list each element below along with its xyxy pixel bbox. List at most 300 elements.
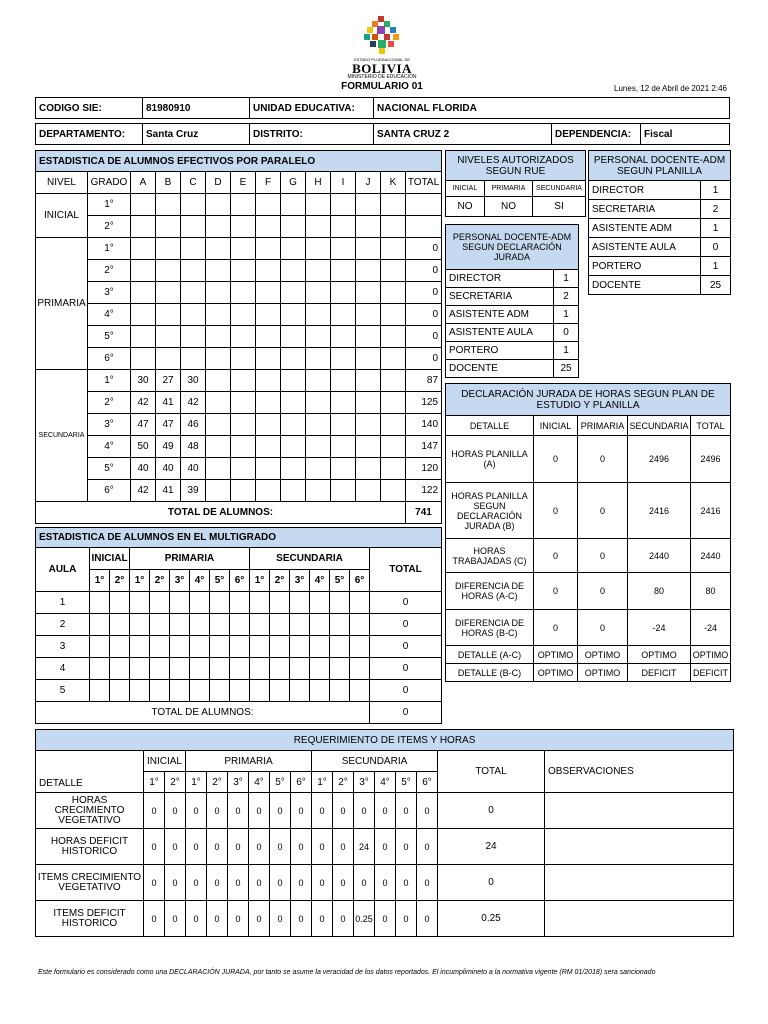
horas-label: DIFERENCIA DE HORAS (B-C): [446, 610, 534, 646]
paralelo-cell-empty: [381, 348, 406, 370]
paralelo-col-header: G: [281, 172, 306, 194]
planilla-value: 1: [701, 257, 731, 276]
declaracion-value: 2: [554, 288, 579, 306]
paralelo-cell-empty: [381, 260, 406, 282]
requerimiento-title: REQUERIMIENTO DE ITEMS Y HORAS: [36, 730, 734, 751]
multigrado-cell-empty: [210, 658, 230, 680]
paralelo-cell-empty: [331, 304, 356, 326]
paralelo-cell-empty: [331, 326, 356, 348]
paralelo-cell-empty: [206, 480, 231, 502]
multigrado-cell-empty: [330, 680, 350, 702]
paralelo-cell-empty: [356, 194, 381, 216]
multigrado-cell-empty: [350, 592, 370, 614]
paralelo-cell-empty: [356, 238, 381, 260]
requerimiento-value: 0: [312, 901, 333, 937]
requerimiento-group-inicial: INICIAL: [144, 751, 186, 772]
horas-row: [446, 573, 731, 610]
requerimiento-value: 0: [249, 901, 270, 937]
multigrado-row-total: 0: [370, 614, 442, 636]
paralelo-cell-c: 48: [181, 436, 206, 458]
requerimiento-value: 0: [228, 829, 249, 865]
paralelo-cell-empty: [306, 458, 331, 480]
declaracion-value: 1: [554, 306, 579, 324]
requerimiento-observacion: [545, 793, 734, 829]
paralelo-cell-a: 40: [131, 458, 156, 480]
paralelo-cell-empty: [306, 326, 331, 348]
paralelo-table: [35, 150, 442, 524]
paralelo-row: [36, 414, 442, 436]
planilla-label: PORTERO: [589, 257, 701, 276]
multigrado-cell-empty: [130, 614, 150, 636]
paralelo-level-secundaria: SECUNDARIA: [36, 370, 88, 502]
paralelo-cell-empty: [306, 282, 331, 304]
paralelo-cell-empty: [231, 216, 256, 238]
declaracion-value: 1: [554, 270, 579, 288]
planilla-label: DIRECTOR: [589, 181, 701, 200]
paralelo-grado: 4°: [88, 304, 131, 326]
paralelo-row: [36, 194, 442, 216]
planilla-table: [588, 150, 731, 295]
paralelo-col-header: C: [181, 172, 206, 194]
paralelo-cell-empty: [281, 392, 306, 414]
multigrado-grade-header: 6°: [350, 570, 370, 592]
multigrado-cell-empty: [250, 636, 270, 658]
requerimiento-value: 0: [144, 865, 165, 901]
requerimiento-value: 0: [144, 793, 165, 829]
planilla-label: ASISTENTE AULA: [589, 238, 701, 257]
declaracion-row: [446, 270, 579, 288]
paralelo-cell-b: 40: [156, 458, 181, 480]
paralelo-cell-empty: [331, 392, 356, 414]
horas-value: 2440: [628, 539, 691, 573]
horas-col-header: DETALLE: [446, 416, 534, 436]
paralelo-cell-empty: [381, 238, 406, 260]
paralelo-cell-empty: [231, 326, 256, 348]
planilla-label: DOCENTE: [589, 276, 701, 295]
paralelo-col-header: TOTAL: [406, 172, 442, 194]
horas-value: 80: [691, 573, 731, 610]
multigrado-cell-empty: [290, 614, 310, 636]
paralelo-cell-empty: [356, 304, 381, 326]
paralelo-col-header: E: [231, 172, 256, 194]
requerimiento-grade-header: 2°: [333, 772, 354, 793]
horas-row: [446, 483, 731, 539]
paralelo-cell-c: [181, 282, 206, 304]
info-row-2: [35, 123, 730, 145]
multigrado-cell-empty: [310, 680, 330, 702]
paralelo-cell-empty: [356, 216, 381, 238]
multigrado-cell-empty: [290, 592, 310, 614]
multigrado-cell-empty: [110, 592, 130, 614]
multigrado-cell-empty: [150, 680, 170, 702]
paralelo-cell-empty: [206, 326, 231, 348]
paralelo-col-header: B: [156, 172, 181, 194]
paralelo-cell-a: [131, 260, 156, 282]
paralelo-cell-empty: [381, 370, 406, 392]
paralelo-cell-empty: [331, 238, 356, 260]
paralelo-cell-b: [156, 260, 181, 282]
requerimiento-row-total: 0.25: [438, 901, 545, 937]
horas-label: DIFERENCIA DE HORAS (A-C): [446, 573, 534, 610]
paralelo-cell-empty: [206, 370, 231, 392]
horas-value: 0: [578, 436, 628, 483]
horas-value: 2416: [691, 483, 731, 539]
requerimiento-value: 0: [291, 901, 312, 937]
horas-value: 0: [534, 610, 578, 646]
paralelo-cell-empty: [331, 348, 356, 370]
paralelo-cell-empty: [231, 304, 256, 326]
paralelo-col-header: H: [306, 172, 331, 194]
niveles-val-inicial: NO: [446, 197, 485, 217]
declaracion-row: [446, 306, 579, 324]
requerimiento-value: 0: [291, 829, 312, 865]
paralelo-cell-empty: [206, 194, 231, 216]
paralelo-cell-empty: [381, 436, 406, 458]
paralelo-cell-empty: [231, 348, 256, 370]
multigrado-cell-empty: [210, 680, 230, 702]
multigrado-grade-header: 1°: [90, 570, 110, 592]
multigrado-aula: 5: [36, 680, 90, 702]
paralelo-cell-empty: [331, 480, 356, 502]
paralelo-cell-empty: [231, 458, 256, 480]
requerimiento-value: 0: [333, 865, 354, 901]
requerimiento-value: 0: [270, 865, 291, 901]
multigrado-cell-empty: [90, 636, 110, 658]
requerimiento-grade-header: 4°: [249, 772, 270, 793]
horas-title: DECLARACIÓN JURADA DE HORAS SEGUN PLAN DE ESTUDIO Y PLANILLA: [446, 384, 731, 416]
declaracion-label: PORTERO: [446, 342, 554, 360]
requerimiento-value: 0: [417, 865, 438, 901]
paralelo-cell-empty: [306, 194, 331, 216]
paralelo-cell-empty: [231, 414, 256, 436]
multigrado-cell-empty: [110, 658, 130, 680]
report-date: Lunes, 12 de Abril de 2021 2:46: [614, 84, 727, 93]
declaracion-table: [445, 224, 579, 378]
multigrado-group-secundaria: SECUNDARIA: [250, 548, 370, 570]
multigrado-cell-empty: [90, 680, 110, 702]
multigrado-cell-empty: [270, 614, 290, 636]
paralelo-cell-empty: [231, 480, 256, 502]
requerimiento-value: 0: [228, 901, 249, 937]
requerimiento-group-primaria: PRIMARIA: [186, 751, 312, 772]
paralelo-col-header: F: [256, 172, 281, 194]
paralelo-cell-empty: [206, 238, 231, 260]
paralelo-cell-empty: [281, 348, 306, 370]
multigrado-cell-empty: [270, 680, 290, 702]
dependencia-value: Fiscal: [641, 124, 730, 145]
paralelo-cell-empty: [206, 392, 231, 414]
requerimiento-value: 0: [417, 793, 438, 829]
paralelo-title: ESTADISTICA DE ALUMNOS EFECTIVOS POR PARALELO: [36, 151, 442, 172]
multigrado-row: [36, 614, 442, 636]
multigrado-cell-empty: [170, 592, 190, 614]
requerimiento-value: 0: [144, 901, 165, 937]
paralelo-row: [36, 436, 442, 458]
multigrado-cell-empty: [90, 614, 110, 636]
paralelo-cell-empty: [306, 304, 331, 326]
paralelo-cell-a: [131, 304, 156, 326]
departamento-value: Santa Cruz: [143, 124, 250, 145]
requerimiento-value: 0: [333, 901, 354, 937]
requerimiento-value: 0: [417, 829, 438, 865]
paralelo-grado: 2°: [88, 260, 131, 282]
multigrado-cell-empty: [290, 636, 310, 658]
requerimiento-grade-header: 5°: [270, 772, 291, 793]
multigrado-aula: 3: [36, 636, 90, 658]
multigrado-cell-empty: [190, 592, 210, 614]
declaracion-label: ASISTENTE AULA: [446, 324, 554, 342]
requerimiento-value: 0: [144, 829, 165, 865]
multigrado-grade-header: 5°: [210, 570, 230, 592]
paralelo-cell-b: [156, 326, 181, 348]
planilla-row: [589, 257, 731, 276]
requerimiento-row-total: 24: [438, 829, 545, 865]
horas-value: OPTIMO: [578, 664, 628, 682]
paralelo-cell-empty: [381, 480, 406, 502]
multigrado-cell-empty: [190, 636, 210, 658]
multigrado-cell-empty: [150, 614, 170, 636]
paralelo-cell-b: [156, 194, 181, 216]
requerimiento-grade-header: 1°: [186, 772, 207, 793]
requerimiento-value: 0: [312, 865, 333, 901]
planilla-label: SECRETARIA: [589, 200, 701, 219]
multigrado-cell-empty: [250, 614, 270, 636]
requerimiento-value: 0: [186, 829, 207, 865]
multigrado-cell-empty: [310, 614, 330, 636]
distrito-label: DISTRITO:: [250, 124, 374, 145]
requerimiento-value: 0: [270, 793, 291, 829]
paralelo-grado: 5°: [88, 326, 131, 348]
requerimiento-value: 0: [291, 865, 312, 901]
dependencia-label: DEPENDENCIA:: [552, 124, 641, 145]
requerimiento-grade-header: 6°: [417, 772, 438, 793]
paralelo-row: [36, 238, 442, 260]
horas-col-header: SECUNDARIA: [628, 416, 691, 436]
horas-table: [445, 383, 731, 682]
multigrado-cell-empty: [270, 658, 290, 680]
requerimiento-label: ITEMS CRECIMIENTO VEGETATIVO: [36, 865, 144, 901]
declaracion-row: [446, 324, 579, 342]
horas-row: [446, 610, 731, 646]
requerimiento-value: 0: [291, 793, 312, 829]
paralelo-cell-a: [131, 238, 156, 260]
paralelo-grado: 1°: [88, 238, 131, 260]
horas-value: 2496: [691, 436, 731, 483]
multigrado-row-total: 0: [370, 636, 442, 658]
declaracion-row: [446, 288, 579, 306]
multigrado-cell-empty: [150, 658, 170, 680]
requerimiento-value: 0: [333, 829, 354, 865]
paralelo-cell-empty: [231, 238, 256, 260]
declaracion-label: ASISTENTE ADM: [446, 306, 554, 324]
multigrado-grade-header: 2°: [110, 570, 130, 592]
paralelo-col-header: D: [206, 172, 231, 194]
multigrado-grade-header: 2°: [150, 570, 170, 592]
multigrado-grade-header: 6°: [230, 570, 250, 592]
horas-row: [446, 664, 731, 682]
multigrado-cell-empty: [350, 658, 370, 680]
paralelo-cell-empty: [206, 436, 231, 458]
multigrado-aula: 2: [36, 614, 90, 636]
multigrado-cell-empty: [250, 592, 270, 614]
paralelo-grado: 6°: [88, 348, 131, 370]
paralelo-cell-empty: [256, 436, 281, 458]
paralelo-cell-a: 30: [131, 370, 156, 392]
niveles-val-primaria: NO: [485, 197, 533, 217]
horas-label: DETALLE (A-C): [446, 646, 534, 664]
planilla-row: [589, 219, 731, 238]
multigrado-cell-empty: [350, 680, 370, 702]
requerimiento-value: 0: [186, 901, 207, 937]
paralelo-cell-a: [131, 282, 156, 304]
paralelo-grado: 3°: [88, 414, 131, 436]
paralelo-row-total: 147: [406, 436, 442, 458]
planilla-row: [589, 276, 731, 295]
multigrado-cell-empty: [210, 614, 230, 636]
paralelo-total-value: 741: [406, 502, 442, 524]
paralelo-row-total: [406, 194, 442, 216]
paralelo-cell-b: 27: [156, 370, 181, 392]
paralelo-row-total: 120: [406, 458, 442, 480]
paralelo-grado: 6°: [88, 480, 131, 502]
planilla-row: [589, 200, 731, 219]
multigrado-cell-empty: [130, 636, 150, 658]
paralelo-level-primaria: PRIMARIA: [36, 238, 88, 370]
multigrado-cell-empty: [210, 592, 230, 614]
paralelo-cell-c: [181, 194, 206, 216]
niveles-col-secundaria: SECUNDARIA: [533, 181, 586, 197]
paralelo-cell-empty: [281, 326, 306, 348]
declaracion-value: 0: [554, 324, 579, 342]
departamento-label: DEPARTAMENTO:: [36, 124, 143, 145]
declaracion-label: SECRETARIA: [446, 288, 554, 306]
declaracion-title: PERSONAL DOCENTE-ADM SEGUN DECLARACIÓN JURADA: [446, 225, 579, 270]
multigrado-cell-empty: [270, 636, 290, 658]
paralelo-row: [36, 260, 442, 282]
multigrado-cell-empty: [170, 614, 190, 636]
paralelo-cell-empty: [306, 348, 331, 370]
multigrado-cell-empty: [290, 680, 310, 702]
paralelo-cell-empty: [331, 282, 356, 304]
multigrado-cell-empty: [330, 636, 350, 658]
requerimiento-grade-header: 3°: [228, 772, 249, 793]
footer-note: Este formulario es considerado como una DECLARACIÓN JURADA, por tanto se asume la veracidad de los datos reportados. El incumplimineto a la normativa vigente (RM 01/2018) sera sancionado: [38, 969, 656, 976]
horas-value: 0: [578, 483, 628, 539]
requerimiento-observacion: [545, 865, 734, 901]
multigrado-grade-header: 5°: [330, 570, 350, 592]
requerimiento-observacion: [545, 901, 734, 937]
multigrado-cell-empty: [190, 658, 210, 680]
multigrado-cell-empty: [90, 658, 110, 680]
horas-value: -24: [691, 610, 731, 646]
paralelo-cell-empty: [356, 480, 381, 502]
horas-value: 0: [578, 573, 628, 610]
paralelo-row: [36, 304, 442, 326]
paralelo-grado: 3°: [88, 282, 131, 304]
requerimiento-row: [36, 829, 734, 865]
declaracion-row: [446, 342, 579, 360]
paralelo-row-total: 0: [406, 304, 442, 326]
paralelo-cell-empty: [256, 304, 281, 326]
paralelo-cell-empty: [206, 348, 231, 370]
paralelo-cell-empty: [356, 414, 381, 436]
paralelo-cell-c: 40: [181, 458, 206, 480]
multigrado-grade-header: 3°: [170, 570, 190, 592]
multigrado-aula: 1: [36, 592, 90, 614]
codigo-value: 81980910: [143, 98, 250, 119]
requerimiento-value: 0: [249, 829, 270, 865]
paralelo-cell-empty: [256, 414, 281, 436]
multigrado-cell-empty: [170, 636, 190, 658]
multigrado-row: [36, 636, 442, 658]
requerimiento-value: 0: [165, 901, 186, 937]
paralelo-grado: 1°: [88, 194, 131, 216]
requerimiento-value: 0: [207, 865, 228, 901]
paralelo-cell-empty: [356, 458, 381, 480]
paralelo-row-total: 0: [406, 282, 442, 304]
paralelo-cell-b: 49: [156, 436, 181, 458]
paralelo-cell-a: 42: [131, 392, 156, 414]
planilla-row: [589, 238, 731, 257]
requerimiento-grade-header: 1°: [312, 772, 333, 793]
paralelo-grado: 5°: [88, 458, 131, 480]
multigrado-aula: 4: [36, 658, 90, 680]
paralelo-cell-b: [156, 348, 181, 370]
requerimiento-value: 0: [354, 793, 375, 829]
multigrado-cell-empty: [230, 658, 250, 680]
horas-col-header: INICIAL: [534, 416, 578, 436]
multigrado-row-total: 0: [370, 680, 442, 702]
paralelo-cell-empty: [356, 370, 381, 392]
paralelo-cell-empty: [356, 282, 381, 304]
declaracion-value: 1: [554, 342, 579, 360]
unidad-label: UNIDAD EDUCATIVA:: [250, 98, 374, 119]
multigrado-cell-empty: [90, 592, 110, 614]
paralelo-cell-empty: [281, 260, 306, 282]
requerimiento-value: 0: [312, 829, 333, 865]
paralelo-cell-empty: [381, 216, 406, 238]
niveles-title: NIVELES AUTORIZADOS SEGUN RUE: [446, 151, 586, 181]
niveles-col-primaria: PRIMARIA: [485, 181, 533, 197]
horas-value: 0: [534, 483, 578, 539]
paralelo-cell-c: 39: [181, 480, 206, 502]
horas-label: HORAS PLANILLA SEGUN DECLARACIÓN JURADA (B): [446, 483, 534, 539]
requerimiento-value: 0: [375, 901, 396, 937]
paralelo-cell-c: 30: [181, 370, 206, 392]
multigrado-cell-empty: [170, 658, 190, 680]
paralelo-cell-empty: [306, 414, 331, 436]
horas-value: OPTIMO: [534, 646, 578, 664]
paralelo-cell-empty: [356, 260, 381, 282]
paralelo-cell-empty: [381, 414, 406, 436]
multigrado-cell-empty: [130, 592, 150, 614]
paralelo-col-header: K: [381, 172, 406, 194]
paralelo-cell-empty: [256, 216, 281, 238]
requerimiento-value: 0: [396, 829, 417, 865]
paralelo-cell-empty: [231, 260, 256, 282]
multigrado-cell-empty: [230, 614, 250, 636]
requerimiento-value: 0: [165, 793, 186, 829]
paralelo-row-total: 87: [406, 370, 442, 392]
paralelo-row-total: 122: [406, 480, 442, 502]
paralelo-cell-b: [156, 238, 181, 260]
paralelo-cell-empty: [331, 194, 356, 216]
horas-col-header: TOTAL: [691, 416, 731, 436]
paralelo-cell-a: 42: [131, 480, 156, 502]
multigrado-cell-empty: [310, 658, 330, 680]
paralelo-row-total: 0: [406, 348, 442, 370]
paralelo-cell-empty: [206, 282, 231, 304]
